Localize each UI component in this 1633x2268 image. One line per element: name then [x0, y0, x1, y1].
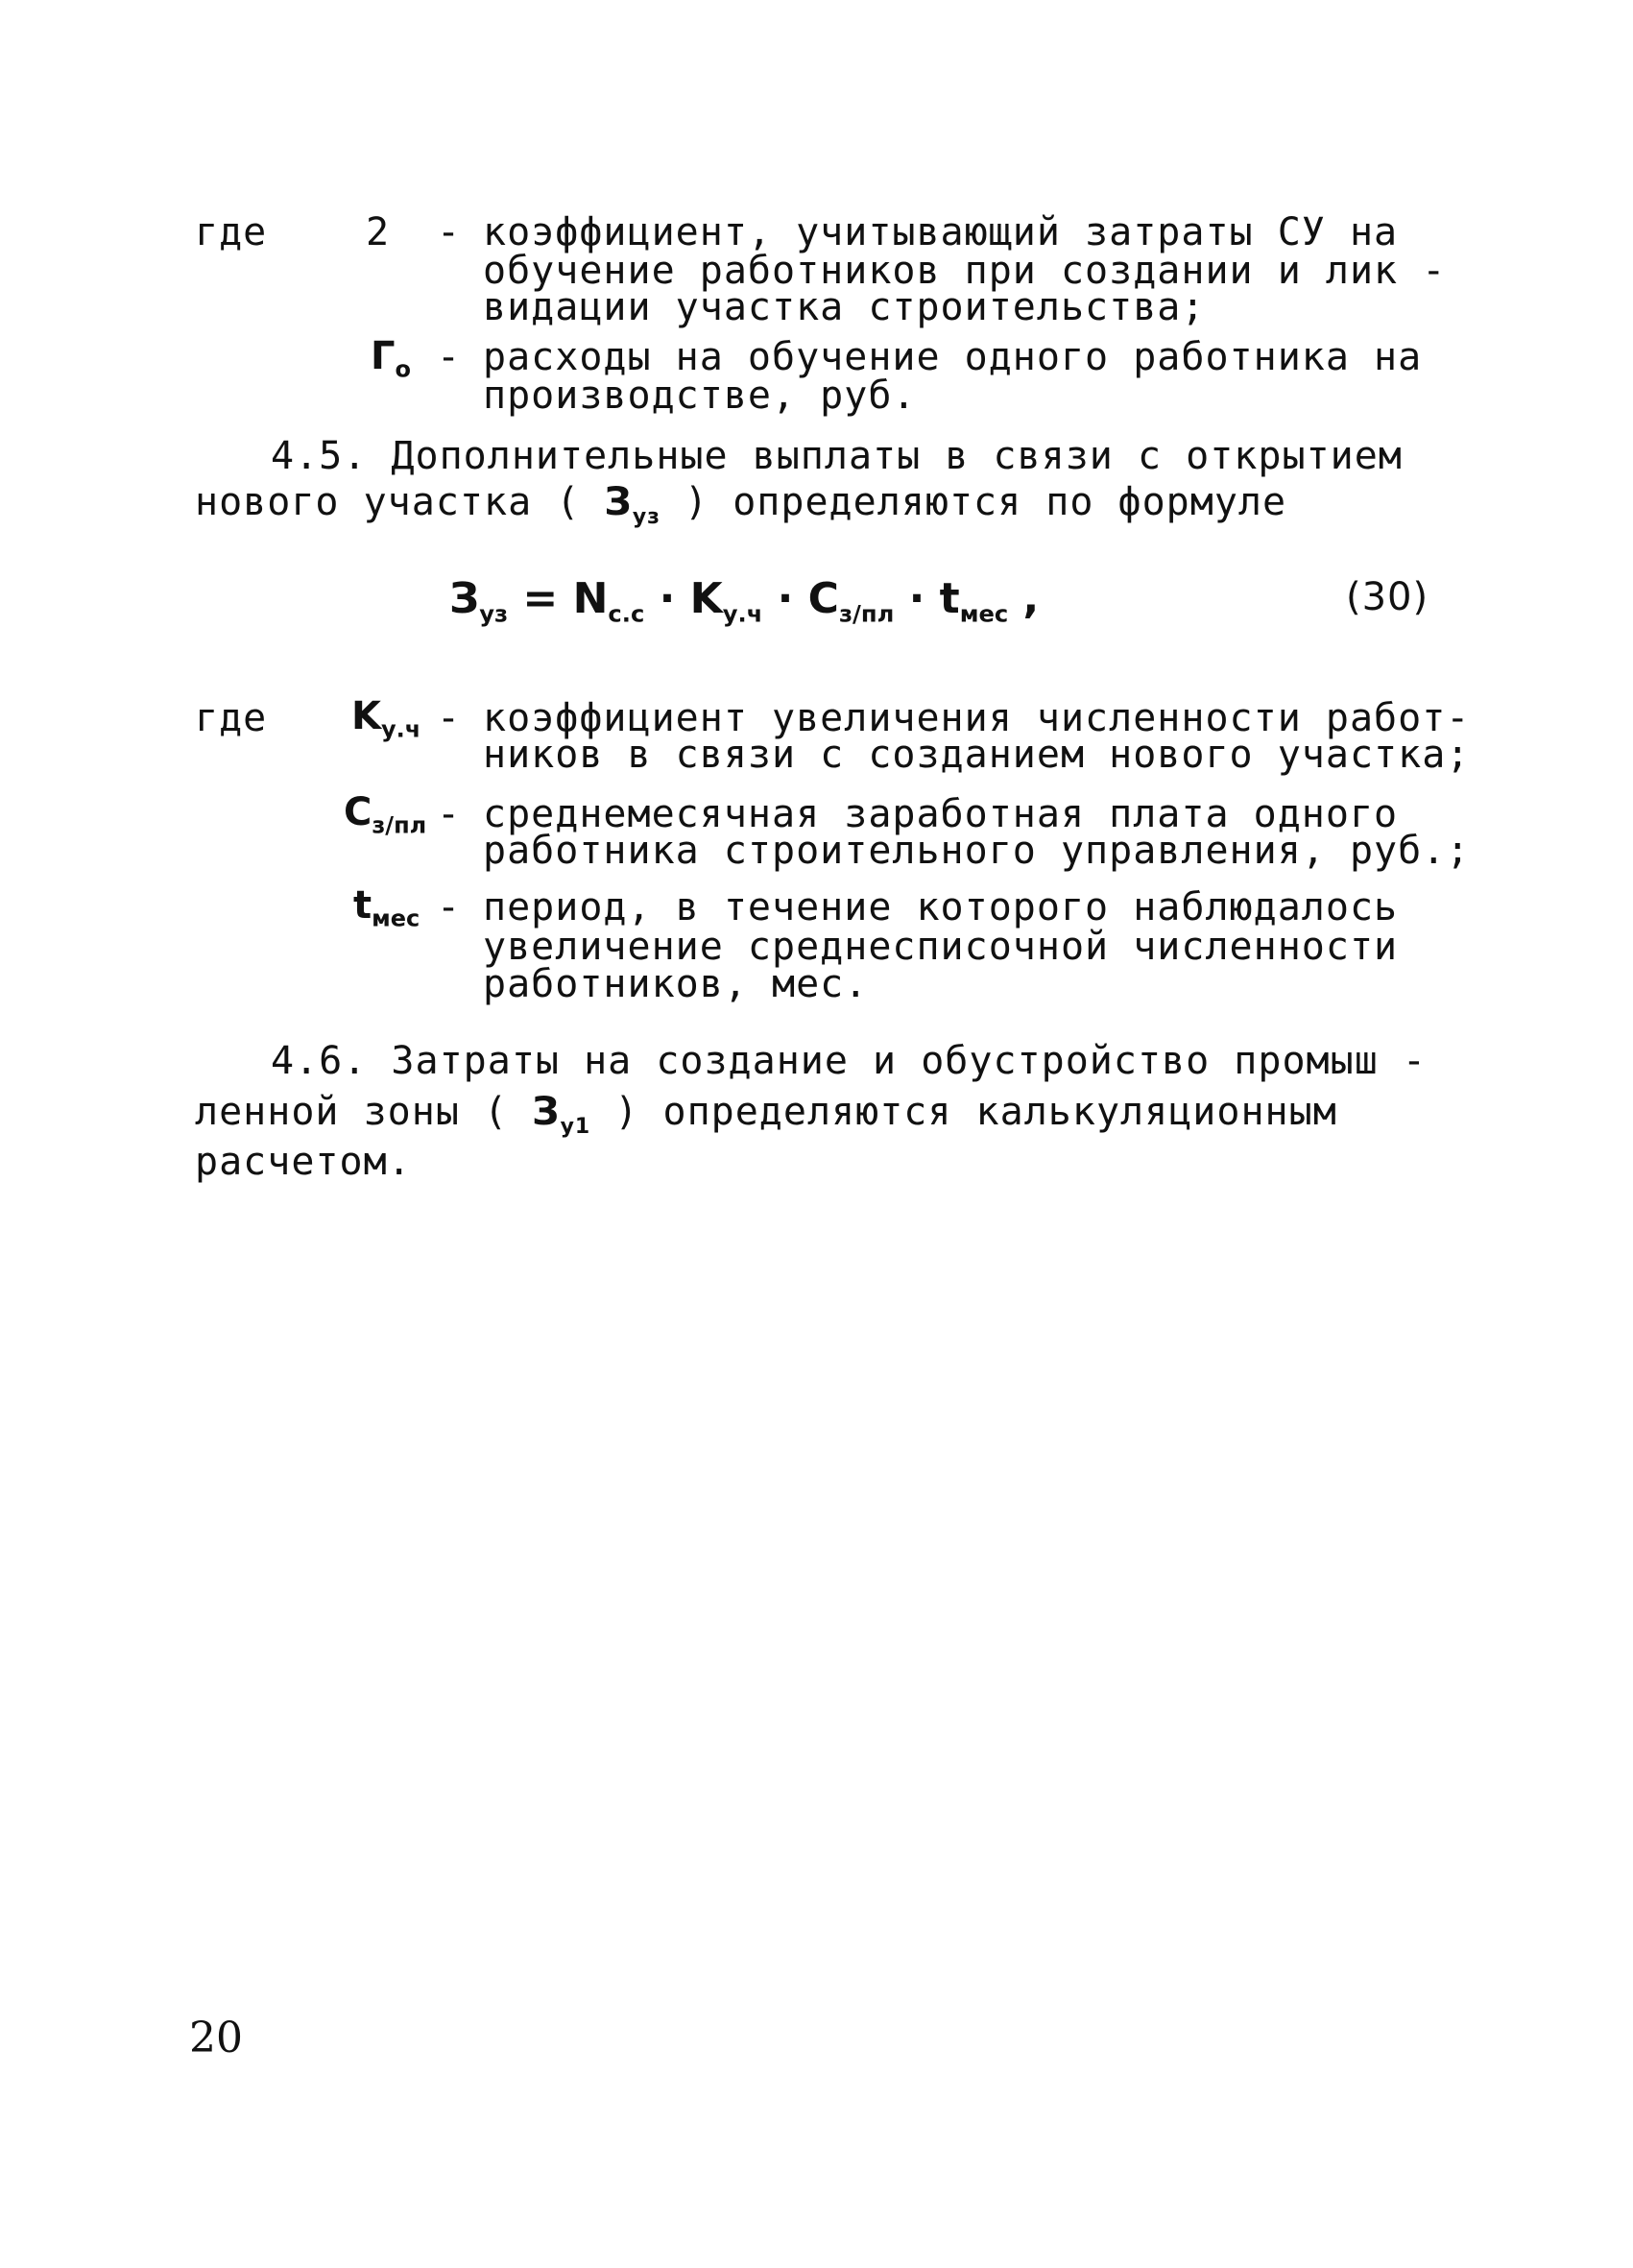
- paragraph-line: 4.6. Затраты на создание и обустройство промыш -: [271, 1039, 1427, 1083]
- definition-line: работника строительного управления, руб.;: [483, 829, 1471, 873]
- paragraph-line: нового участка ( $З_{уз}$ ) определяются по формуле: [195, 480, 1287, 529]
- definition-line: производстве, руб.: [483, 374, 917, 418]
- gde-label: где: [195, 696, 268, 740]
- definition-line: увеличение среднесписочной численности: [483, 925, 1399, 969]
- dash: -: [437, 885, 462, 929]
- paragraph-line: расчетом.: [195, 1140, 412, 1184]
- definition-line: коэффициент увеличения численности работ-: [483, 696, 1471, 740]
- definition-line: ников в связи с созданием нового участка;: [483, 733, 1471, 777]
- symbol-z-y3: $З_{уз}$: [604, 480, 660, 529]
- definition-line: коэффициент, учитывающий затраты СУ на: [483, 210, 1399, 254]
- dash: -: [437, 696, 462, 740]
- definition-line: обучение работников при создании и лик -: [483, 249, 1447, 293]
- symbol-2: 2: [366, 210, 391, 254]
- dash: -: [437, 335, 462, 379]
- definition-line: среднемесячная заработная плата одного: [483, 792, 1399, 836]
- symbol-k-uch: $K_{у.ч}$: [351, 694, 421, 743]
- page-number: 20: [189, 2014, 243, 2063]
- paragraph-line: ленной зоны ( $З_{у1}$ ) определяются калькуляционным: [195, 1090, 1337, 1139]
- symbol-c-zpl: $C_{з/пл}$: [344, 790, 427, 839]
- symbol-g0: $Г_о$: [371, 334, 411, 383]
- dash: -: [437, 210, 462, 254]
- definition-line: работников, мес.: [483, 962, 869, 1006]
- symbol-t-mes: $t_{мес}$: [353, 883, 420, 932]
- formula-30: $З_{уз} = N_{с.с} \cdot K_{у.ч} \cdot C_{з/пл} \cdot t_{мес}$ ,: [449, 574, 1040, 628]
- symbol-z-y1: $З_{у1}$: [532, 1090, 591, 1139]
- formula-number: (30): [1346, 575, 1429, 619]
- definition-line: видации участка строительства;: [483, 285, 1206, 329]
- definition-line: период, в течение которого наблюдалось: [483, 885, 1399, 929]
- paragraph-line: 4.5. Дополнительные выплаты в связи с открытием: [271, 434, 1403, 478]
- dash: -: [437, 792, 462, 836]
- definition-line: расходы на обучение одного работника на: [483, 335, 1423, 379]
- gde-label: где: [195, 210, 268, 254]
